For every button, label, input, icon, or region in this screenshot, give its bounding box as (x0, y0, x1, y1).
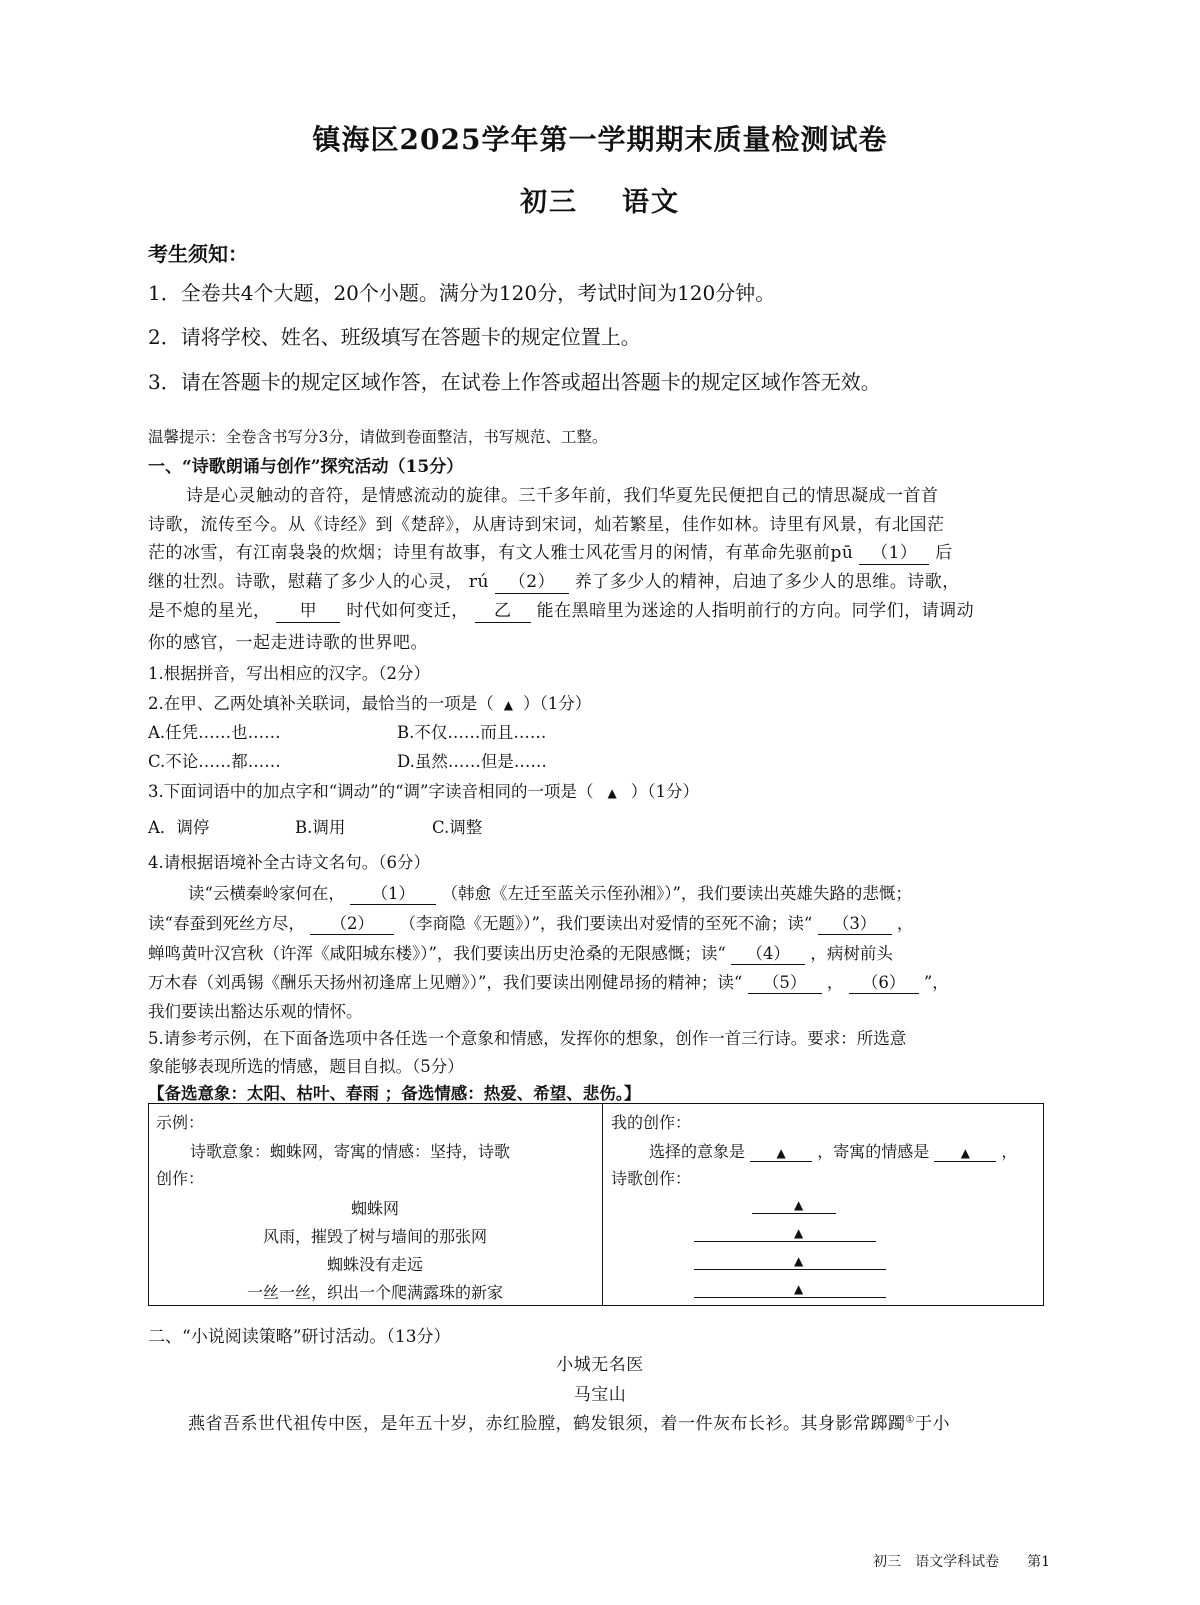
example-poem-line-2: 蜘蛛没有走远 (326, 1255, 423, 1274)
q2-option-b: B.不仅……而且…… (397, 723, 547, 742)
my-choice-line (649, 1139, 1017, 1162)
q4-blank-1: （1） (350, 885, 436, 905)
my-image-blank (750, 1143, 812, 1162)
q4-line-2 (148, 910, 913, 935)
question-3-stem: 3.下面词语中的加点字和“调动”的“调”字读音相同的一项是（ (148, 782, 594, 801)
passage-line-5-a: 是不熄的星光， (148, 601, 271, 621)
question-2-stem: 2.在甲、乙两处填补关联词，最恰当的一项是（ (148, 694, 494, 713)
passage-line-5 (148, 596, 974, 623)
q4-blank-5: （5） (748, 974, 822, 994)
q4-line-1-a: 读“云横秦岭家何在， (188, 884, 345, 903)
passage-line-3-end: 后 (935, 543, 953, 563)
passage-line-4-b: 养了多少人的精神，启迪了多少人的思维。诗歌， (574, 572, 960, 592)
my-emotion-blank (934, 1143, 996, 1162)
story-first-line (188, 1409, 950, 1434)
q4-blank-3: （3） (818, 915, 892, 935)
notice-item-1: 1．全卷共4个大题，20个小题。满分为120分，考试时间为120分钟。 (148, 281, 776, 305)
passage-line-6: 你的感官，一起走进诗歌的世界吧。 (148, 633, 428, 653)
q2-option-c: C.不论……都…… (148, 752, 281, 771)
my-poem-line-3 (694, 1297, 886, 1298)
q4-line-4-a: 万木春（刘禹锡《酬乐天扬州初逢席上见赠》）”，我们要读出刚健昂扬的精神；读“ (148, 973, 743, 992)
question-4: 4.请根据语境补全古诗文名句。（6分） (148, 853, 430, 872)
story-first-line-end: 于小 (914, 1414, 950, 1434)
question-2 (148, 690, 591, 714)
passage-line-5-c: 能在黑暗里为迷途的人指明前行的方向。同学们，请调动 (536, 601, 975, 621)
q4-line-3 (148, 940, 893, 965)
passage-line-5-b: 时代如何变迁， (346, 601, 469, 621)
notice-heading: 考生须知： (148, 242, 248, 266)
passage-line-2: 诗歌，流传至今。从《诗经》到《楚辞》，从唐诗到宋词，灿若繁星，佳作如林。诗里有风景，有北国茫 (148, 515, 945, 535)
pinyin-ru: rú (468, 572, 489, 592)
my-poem-line-2 (694, 1269, 886, 1270)
notice-item-2: 2．请将学校、姓名、班级填写在答题卡的规定位置上。 (148, 325, 641, 349)
my-emotion-label: ，寄寓的情感是 (817, 1142, 930, 1161)
blank-2: （2） (495, 573, 569, 594)
notice-item-3: 3．请在答题卡的规定区域作答，在试卷上作答或超出答题卡的规定区域作答无效。 (148, 370, 881, 394)
page-footer: 初三 语文学科试卷 第1 (873, 1554, 1050, 1570)
passage-line-1: 诗是心灵触动的音符，是情感流动的旋律。三千多年前，我们华夏先民便把自己的情思凝成一首首 (186, 486, 939, 506)
exam-subtitle (0, 180, 1200, 219)
q4-blank-2: （2） (310, 915, 394, 935)
blank-jia: 甲 (276, 602, 340, 623)
passage-line-3-text: 茫的冰雪，有江南袅袅的炊烟；诗里有故事，有文人雅士风花雪月的闲情，有革命先驱前pū (148, 543, 854, 563)
question-1: 1.根据拼音，写出相应的汉字。（2分） (148, 664, 430, 683)
example-poem-title: 蜘蛛网 (350, 1199, 399, 1218)
q2-option-d: D.虽然……但是…… (397, 752, 547, 771)
blank-1: （1） (859, 544, 929, 565)
q3-option-b: B.调用 (295, 818, 346, 837)
q5-options: 【备选意象：太阳、枯叶、春雨 ；备选情感：热爱、希望、悲伤。】 (148, 1084, 641, 1103)
answer-mark-icon: ▲ (794, 1226, 804, 1240)
answer-mark-icon: ▲ (794, 1254, 804, 1268)
q5-table-divider (602, 1103, 603, 1306)
footnote-mark: ① (905, 1414, 915, 1426)
q4-line-4-c: ”， (923, 973, 949, 992)
answer-mark-icon: ▲ (607, 786, 617, 800)
story-first-line-text: 燕省吾系世代祖传中医，是年五十岁，赤红脸膛，鹤发银须，着一件灰布长衫。其身影常踯躅 (188, 1414, 906, 1434)
my-choice-comma: ， (1001, 1142, 1018, 1161)
my-poem-label: 诗歌创作： (611, 1169, 692, 1188)
question-3 (148, 778, 699, 802)
story-title: 小城无名医 (556, 1355, 644, 1375)
example-label: 示例： (156, 1113, 205, 1132)
my-image-label: 选择的意象是 (649, 1142, 746, 1161)
q4-line-2-b: （李商隐《无题》）”，我们要读出对爱情的至死不渝；读“ (399, 914, 813, 933)
grade-label: 初三 (520, 187, 578, 218)
answer-mark-icon: ▲ (776, 1146, 786, 1160)
example-desc-1: 诗歌意象：蜘蛛网，寄寓的情感：坚持，诗歌 (190, 1142, 511, 1161)
q3-option-a: A．调停 (148, 818, 210, 837)
q4-line-5: 我们要读出豁达乐观的情怀。 (148, 1002, 363, 1021)
q4-line-4 (148, 969, 949, 994)
question-2-tail: ）（1分） (522, 694, 592, 713)
example-desc-2: 创作： (156, 1169, 205, 1188)
exam-title: 镇海区2025学年第一学期期末质量检测试卷 (312, 123, 888, 156)
q3-option-c: C.调整 (432, 818, 483, 837)
passage-line-3 (148, 538, 953, 565)
q4-line-3-b: ，病树前头 (810, 944, 893, 963)
q4-line-1-b: （韩愈《左迁至蓝关示侄孙湘》）”，我们要读出英雄失路的悲慨； (441, 884, 912, 903)
q4-line-3-a: 蝉鸣黄叶汉宫秋（许浑《咸阳城东楼》）”，我们要读出历史沧桑的无限感慨；读“ (148, 944, 726, 963)
example-poem-line-1: 风雨，摧毁了树与墙间的那张网 (262, 1227, 487, 1246)
answer-mark-icon: ▲ (794, 1198, 804, 1212)
my-poem-line-1 (694, 1241, 876, 1242)
question-5-line-2: 象能够表现所选的情感，题目自拟。（5分） (148, 1057, 464, 1076)
section1-heading: 一、“诗歌朗诵与创作”探究活动（15分） (148, 457, 464, 477)
story-author: 马宝山 (573, 1385, 627, 1405)
q4-blank-4: （4） (731, 945, 805, 965)
q2-option-a: A.任凭……也…… (148, 723, 281, 742)
answer-mark-icon: ▲ (960, 1146, 970, 1160)
answer-mark-icon: ▲ (503, 698, 513, 712)
question-5-line-1: 5.请参考示例，在下面备选项中各任选一个意象和情感，发挥你的想象，创作一首三行诗。要求：所选意 (148, 1029, 907, 1048)
subject-label: 语文 (622, 187, 680, 218)
passage-line-4-a: 继的壮烈。诗歌，慰藉了多少人的心灵， (148, 572, 463, 592)
my-creation-label: 我的创作： (611, 1113, 692, 1132)
my-poem-title-line (752, 1213, 836, 1214)
example-poem-line-3: 一丝一丝，织出一个爬满露珠的新家 (246, 1283, 503, 1302)
section2-heading: 二、“小说阅读策略”研讨活动。（13分） (148, 1327, 451, 1347)
q4-line-2-c: ， (896, 914, 914, 933)
q4-line-1 (188, 880, 912, 905)
passage-line-4 (148, 567, 960, 594)
q4-blank-6: （6） (849, 974, 919, 994)
notice-tip: 温馨提示：全卷含书写分3分，请做到卷面整洁，书写规范、工整。 (148, 428, 608, 446)
q4-line-4-b: ， (826, 973, 844, 992)
question-3-tail: ）（1分） (630, 782, 699, 801)
answer-mark-icon: ▲ (794, 1282, 804, 1296)
blank-yi: 乙 (475, 602, 531, 623)
q4-line-2-a: 读“春蚕到死丝方尽， (148, 914, 305, 933)
